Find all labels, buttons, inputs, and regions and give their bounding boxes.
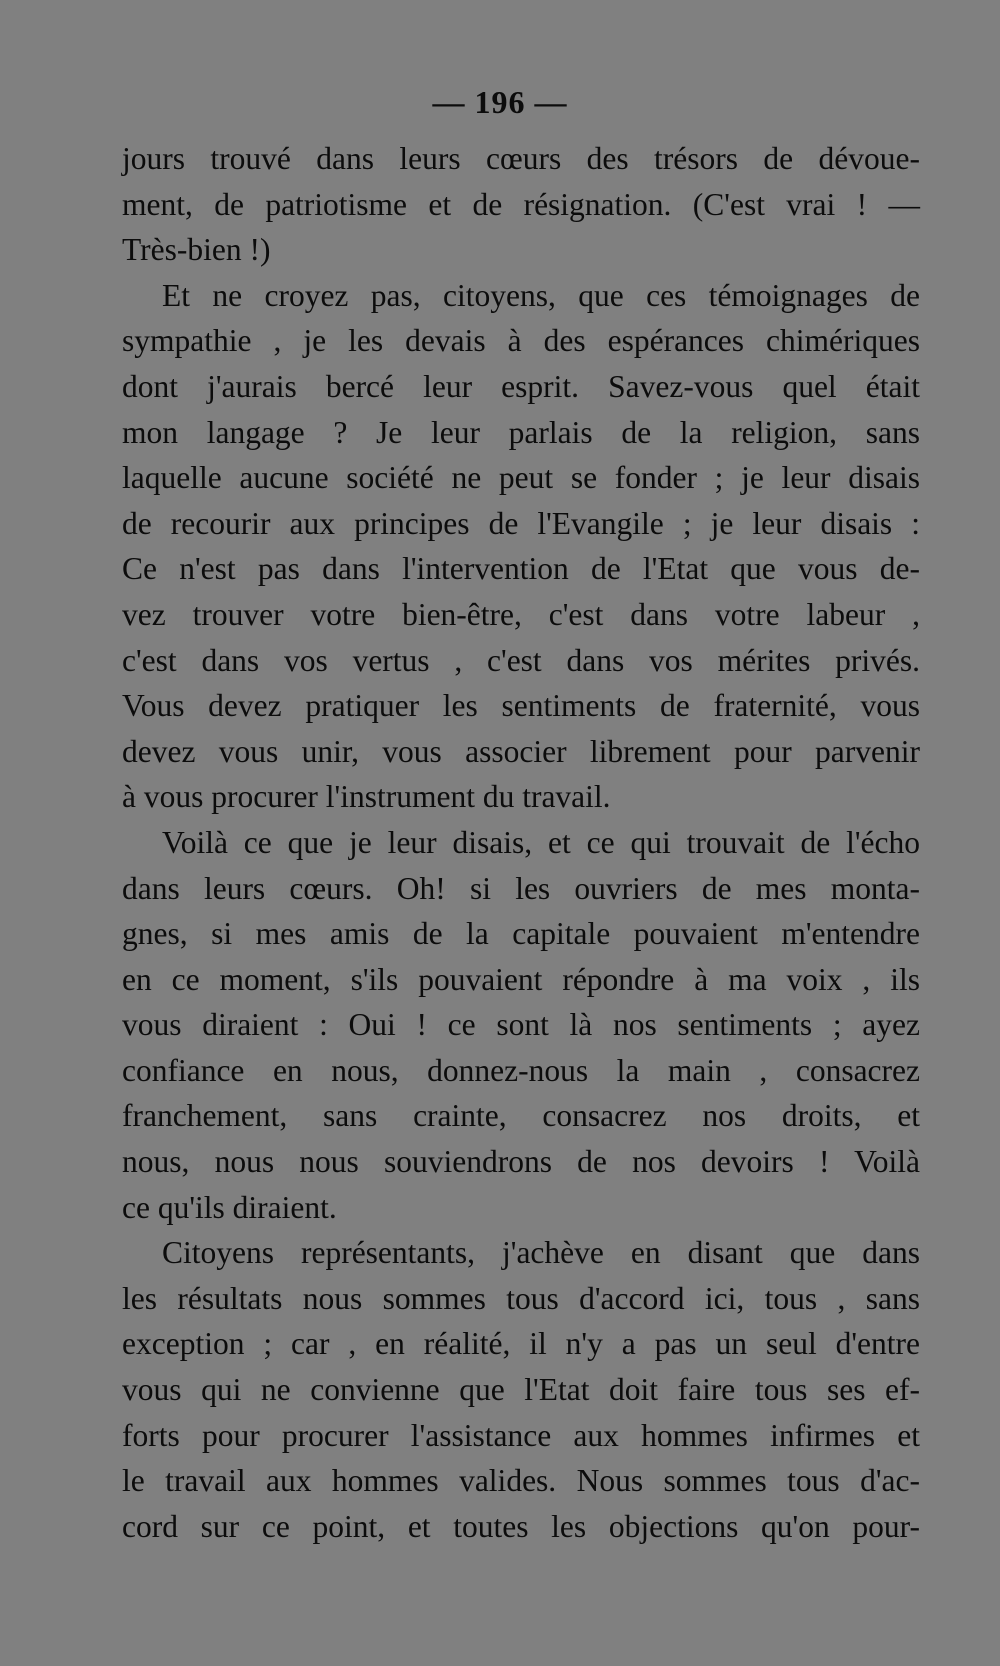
text-line: vous qui ne convienne que l'Etat doit faire tous ses ef- [122, 1372, 920, 1408]
text-line: gnes, si mes amis de la capitale pouvaient m'entendre [122, 916, 920, 952]
text-line: laquelle aucune société ne peut se fonder ; je leur disais [122, 460, 920, 496]
text-line: cord sur ce point, et toutes les objections qu'on pour- [122, 1508, 920, 1544]
text-line: Citoyens représentants, j'achève en disant que dans [162, 1235, 920, 1271]
text-line: confiance en nous, donnez-nous la main , consacrez [122, 1052, 920, 1088]
text-line: vous diraient : Oui ! ce sont là nos sentiments ; ayez [122, 1007, 920, 1043]
text-line: mon langage ? Je leur parlais de la religion, sans [122, 414, 920, 450]
text-line: Voilà ce que je leur disais, et ce qui trouvait de l'écho [162, 824, 920, 860]
text-line: en ce moment, s'ils pouvaient répondre à ma voix , ils [122, 961, 920, 997]
text-line: nous, nous nous souviendrons de nos devoirs ! Voilà [122, 1144, 920, 1180]
text-line: franchement, sans crainte, consacrez nos droits, et [122, 1098, 920, 1134]
text-line: Très-bien !) [122, 232, 271, 268]
text-line: Vous devez pratiquer les sentiments de fraternité, vous [122, 688, 920, 724]
text-line: les résultats nous sommes tous d'accord ici, tous , sans [122, 1280, 920, 1316]
text-line: ce qu'ils diraient. [122, 1189, 337, 1225]
text-line: sympathie , je les devais à des espérances chimériques [122, 323, 920, 359]
text-line: Et ne croyez pas, citoyens, que ces témoignages de [162, 277, 920, 313]
text-line: dans leurs cœurs. Oh! si les ouvriers de mes monta- [122, 870, 920, 906]
text-line: exception ; car , en réalité, il n'y a pas un seul d'entre [122, 1326, 920, 1362]
text-line: dont j'aurais bercé leur esprit. Savez-vous quel était [122, 368, 920, 404]
text-line: Ce n'est pas dans l'intervention de l'Etat que vous de- [122, 551, 920, 587]
page-number: — 196 — [432, 84, 568, 120]
text-line: à vous procurer l'instrument du travail. [122, 779, 611, 815]
text-line: le travail aux hommes valides. Nous sommes tous d'ac- [122, 1463, 920, 1499]
text-line: jours trouvé dans leurs cœurs des trésors de dévoue- [122, 141, 920, 176]
body-text [122, 136, 920, 1549]
text-line: ment, de patriotisme et de résignation. (C'est vrai ! — [122, 186, 920, 222]
text-line: devez vous unir, vous associer librement pour parvenir [122, 733, 920, 769]
text-line: c'est dans vos vertus , c'est dans vos mérites privés. [122, 642, 920, 678]
text-line: forts pour procurer l'assistance aux hommes infirmes et [122, 1417, 920, 1453]
text-line: de recourir aux principes de l'Evangile ; je leur disais : [122, 505, 920, 541]
text-line: vez trouver votre bien-être, c'est dans votre labeur , [122, 596, 920, 632]
